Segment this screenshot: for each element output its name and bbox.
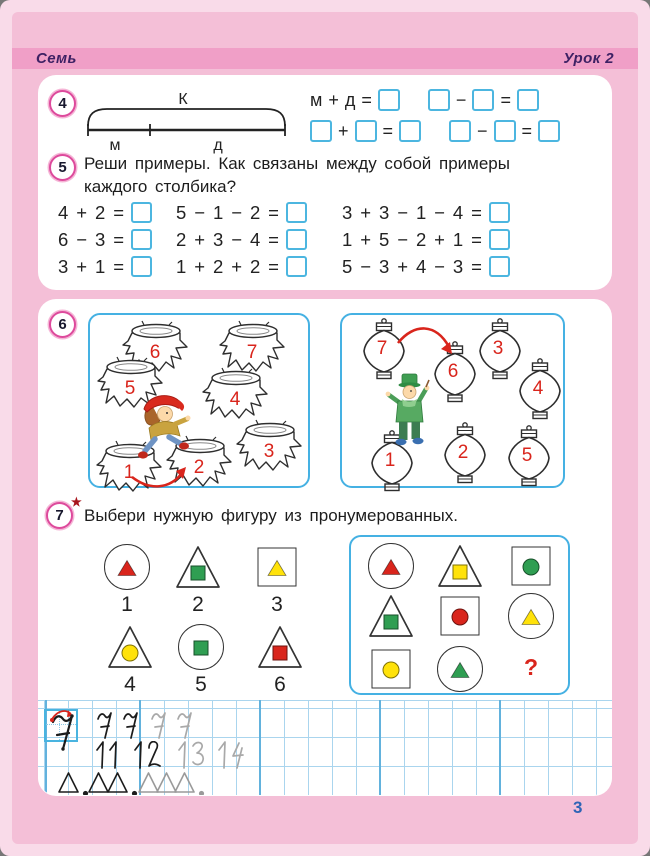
equation-token: =	[361, 89, 372, 110]
lantern-number: 2	[457, 442, 469, 463]
puzzle-figure	[437, 543, 483, 589]
handwriting-digit	[96, 711, 112, 744]
inner-circle	[523, 558, 540, 575]
lantern-number: 5	[521, 445, 533, 466]
example-expression: 3 + 1 =	[58, 255, 125, 277]
puzzle-figure	[508, 543, 554, 589]
segment-part1-label: м	[109, 137, 121, 154]
pattern-dot	[131, 790, 138, 795]
figure-option-label: 5	[195, 673, 207, 696]
stump	[201, 367, 271, 424]
equation-token: −	[477, 120, 488, 141]
equation	[428, 89, 539, 111]
puzzle-figure	[508, 593, 554, 639]
task4-number-badge	[49, 90, 76, 117]
figure-option-label: 4	[124, 673, 136, 696]
answer-box[interactable]	[489, 202, 510, 223]
equation-token: д	[344, 89, 356, 110]
handwriting-digit-7	[122, 711, 138, 739]
handwriting-grid[interactable]	[38, 700, 612, 795]
examples-column	[58, 199, 176, 280]
handwriting-digit	[190, 741, 206, 774]
lantern-illustration	[504, 424, 554, 494]
stump-number: 6	[149, 342, 161, 363]
pattern-triangle	[58, 771, 79, 794]
example-row	[176, 253, 342, 280]
answer-box[interactable]	[286, 202, 307, 223]
puzzle-figure	[368, 646, 414, 692]
figure-triangle-with-circle-yellow[interactable]	[107, 624, 153, 670]
figure-option[interactable]	[91, 544, 163, 617]
answer-box[interactable]	[489, 256, 510, 277]
handwriting-digit-3	[190, 741, 206, 769]
answer-box[interactable]	[428, 89, 450, 111]
puzzle-figure	[368, 593, 414, 639]
stump-illustration	[218, 320, 288, 372]
lantern-number: 4	[532, 378, 544, 399]
task4-number: 4	[58, 95, 67, 112]
stump-number: 3	[263, 441, 275, 462]
task5-examples	[58, 199, 510, 280]
handwriting-digit	[122, 711, 138, 744]
example-expression: 6 − 3 =	[58, 228, 125, 250]
answer-box[interactable]	[538, 120, 560, 142]
puzzle-box	[349, 535, 570, 695]
jump-arrow-icon	[128, 463, 192, 491]
lantern-number: 7	[376, 338, 388, 359]
example-row	[176, 226, 342, 253]
handwriting-digit	[150, 711, 166, 744]
segment-diagram	[83, 89, 313, 155]
panel-tasks-4-5	[38, 75, 612, 290]
jumping-child-illustration	[132, 391, 194, 463]
figure-option-label: 2	[192, 593, 204, 616]
pattern-triangle	[107, 771, 128, 794]
task4-equation-row	[310, 89, 560, 111]
example-expression: 4 + 2 =	[58, 201, 125, 223]
page-number: 3	[573, 798, 583, 817]
task7-number: 7	[55, 507, 64, 524]
equation-token: =	[521, 120, 533, 141]
puzzle-figure	[368, 543, 414, 589]
stump-illustration	[235, 419, 305, 471]
example-expression: 1 + 5 − 2 + 1 =	[342, 228, 483, 250]
lantern	[504, 424, 554, 499]
lantern-number: 3	[492, 338, 504, 359]
task7-number-badge	[46, 502, 73, 529]
handwriting-digit	[108, 741, 124, 774]
task4-equation-row	[310, 120, 560, 142]
pattern-triangle	[107, 771, 128, 795]
answer-box[interactable]	[286, 256, 307, 277]
task6-number: 6	[58, 316, 67, 333]
segment-part2-label: д	[213, 137, 223, 154]
inner-square	[384, 614, 399, 629]
equation	[310, 120, 421, 142]
example-expression: 2 + 3 − 4 =	[176, 228, 280, 250]
equation-token: м	[310, 89, 323, 110]
example-expression: 5 − 1 − 2 =	[176, 201, 280, 223]
stump-number: 1	[123, 462, 135, 483]
answer-box[interactable]	[310, 120, 332, 142]
lantern-illustration	[440, 421, 490, 491]
task5-instruction-line2: каждого столбика?	[84, 176, 237, 196]
figure-square-with-circle-green[interactable]	[508, 543, 554, 589]
pattern-triangle	[88, 771, 109, 795]
inner-triangle	[117, 559, 137, 576]
inner-circle	[452, 608, 469, 625]
inner-circle	[383, 661, 400, 678]
task5-instruction-line1: Реши примеры. Как связаны между собой примеры	[84, 154, 510, 173]
pattern-triangle	[58, 771, 79, 795]
equation-token: =	[382, 120, 394, 141]
inner-triangle	[521, 608, 541, 625]
figure-circle-with-triangle-red[interactable]	[368, 543, 414, 589]
lantern-arrow-icon	[394, 321, 456, 366]
example-row	[342, 199, 510, 226]
handwriting-digit-7	[150, 711, 166, 739]
example-row	[58, 226, 176, 253]
figure-circle-with-triangle-red[interactable]	[104, 544, 150, 590]
task7-instruction: Выбери нужную фигуру из пронумерованных.	[84, 506, 458, 525]
inner-square	[194, 640, 209, 655]
inner-square	[191, 565, 206, 580]
handwriting-digit	[146, 741, 162, 774]
example-expression: 1 + 2 + 2 =	[176, 255, 280, 277]
handwriting-digit-7	[96, 711, 112, 739]
segment-total-label: К	[178, 91, 188, 108]
figure-circle-with-square-green[interactable]	[178, 624, 224, 670]
figure-circle-with-triangle-green[interactable]	[437, 646, 483, 692]
handwriting-digit-7	[176, 711, 192, 739]
answer-box[interactable]	[399, 120, 421, 142]
inner-triangle	[450, 661, 470, 678]
task4-equations	[310, 89, 560, 142]
examples-column	[342, 199, 510, 280]
pattern-triangle	[88, 771, 109, 794]
figure-triangle-with-square-yellow[interactable]	[437, 543, 483, 589]
example-row	[176, 199, 342, 226]
answer-box[interactable]	[131, 202, 152, 223]
pattern-dot	[198, 790, 205, 795]
difficulty-star-icon: ★	[71, 495, 82, 509]
answer-box[interactable]	[472, 89, 494, 111]
task5-instruction	[84, 153, 594, 198]
pattern-dot	[198, 784, 205, 795]
pattern-triangle	[174, 771, 195, 795]
example-expression: 5 − 3 + 4 − 3 =	[342, 255, 483, 277]
inner-triangle	[381, 558, 401, 575]
handwriting-digit	[176, 711, 192, 744]
figure-square-with-circle-yellow[interactable]	[368, 646, 414, 692]
pattern-triangle	[174, 771, 195, 794]
task5-number-badge	[49, 154, 76, 181]
answer-box[interactable]	[494, 120, 516, 142]
figure-square-with-circle-red[interactable]	[437, 593, 483, 639]
page-background	[12, 12, 638, 844]
answer-box[interactable]	[489, 229, 510, 250]
lantern	[515, 357, 565, 432]
handwriting-digit-2	[146, 741, 162, 769]
equation-token: −	[455, 89, 467, 110]
stump-number: 5	[124, 378, 136, 399]
lantern-number: 6	[447, 361, 459, 382]
lantern-illustration	[515, 357, 565, 427]
example-row	[58, 253, 176, 280]
stump-number: 4	[229, 389, 241, 410]
equation-token: =	[500, 89, 511, 110]
boy-illustration	[382, 371, 438, 454]
sample-digit-7	[44, 707, 88, 753]
example-row	[342, 253, 510, 280]
jumping-child-illustration	[132, 391, 194, 468]
puzzle-figure	[437, 593, 483, 639]
figure-option[interactable]	[162, 544, 234, 617]
equation-token: +	[328, 89, 339, 110]
example-expression: 3 + 3 − 1 − 4 =	[342, 201, 483, 223]
inner-circle	[122, 644, 139, 661]
figure-square-with-triangle-yellow[interactable]	[254, 544, 300, 590]
panel-tasks-6-7	[38, 299, 612, 796]
handwriting-digit-4	[230, 741, 246, 769]
answer-box[interactable]	[286, 229, 307, 250]
jump-arrow-icon	[128, 463, 192, 496]
figure-triangle-with-square-green[interactable]	[368, 593, 414, 639]
stump-illustration	[201, 367, 271, 419]
sample-cell	[44, 709, 78, 742]
lanterns-picture-box	[340, 313, 565, 488]
figure-option-label: 6	[274, 673, 286, 696]
task6-number-badge	[49, 311, 76, 338]
figure-option[interactable]	[241, 544, 313, 617]
stump	[235, 419, 305, 476]
lantern	[440, 421, 490, 496]
stump-number: 2	[193, 457, 205, 478]
inner-triangle	[267, 559, 287, 576]
figure-option[interactable]	[94, 624, 166, 697]
equation	[449, 120, 560, 142]
examples-column	[176, 199, 342, 280]
answer-box[interactable]	[131, 256, 152, 277]
answer-box[interactable]	[449, 120, 471, 142]
handwriting-digit	[230, 741, 246, 774]
example-row	[342, 226, 510, 253]
boy-illustration	[382, 371, 438, 449]
header-right: Урок 2	[563, 50, 614, 67]
lantern-number: 1	[384, 450, 396, 471]
answer-box[interactable]	[517, 89, 539, 111]
figure-triangle-with-square-red[interactable]	[257, 624, 303, 670]
inner-square	[453, 564, 468, 579]
answer-box[interactable]	[355, 120, 377, 142]
figure-triangle-with-square-green[interactable]	[175, 544, 221, 590]
figure-option[interactable]	[244, 624, 316, 697]
task5-number: 5	[58, 159, 67, 176]
puzzle-figure	[437, 646, 483, 692]
answer-box[interactable]	[378, 89, 400, 111]
figure-circle-with-triangle-yellow[interactable]	[508, 593, 554, 639]
example-row	[58, 199, 176, 226]
figure-option-label: 3	[271, 593, 283, 616]
equation	[310, 89, 400, 111]
figure-option[interactable]	[165, 624, 237, 697]
inner-square	[273, 645, 288, 660]
puzzle-question-mark[interactable]: ?	[524, 654, 539, 680]
header-left: Семь	[36, 50, 77, 67]
stump-number: 7	[246, 342, 258, 363]
figure-option-label: 1	[121, 593, 133, 616]
lantern-arrow-icon	[394, 321, 456, 361]
answer-box[interactable]	[131, 229, 152, 250]
pattern-dot	[131, 784, 138, 795]
handwriting-digit-1	[108, 741, 124, 769]
equation-token: +	[338, 120, 349, 141]
stumps-picture-box	[88, 313, 310, 488]
header-band	[12, 48, 638, 69]
